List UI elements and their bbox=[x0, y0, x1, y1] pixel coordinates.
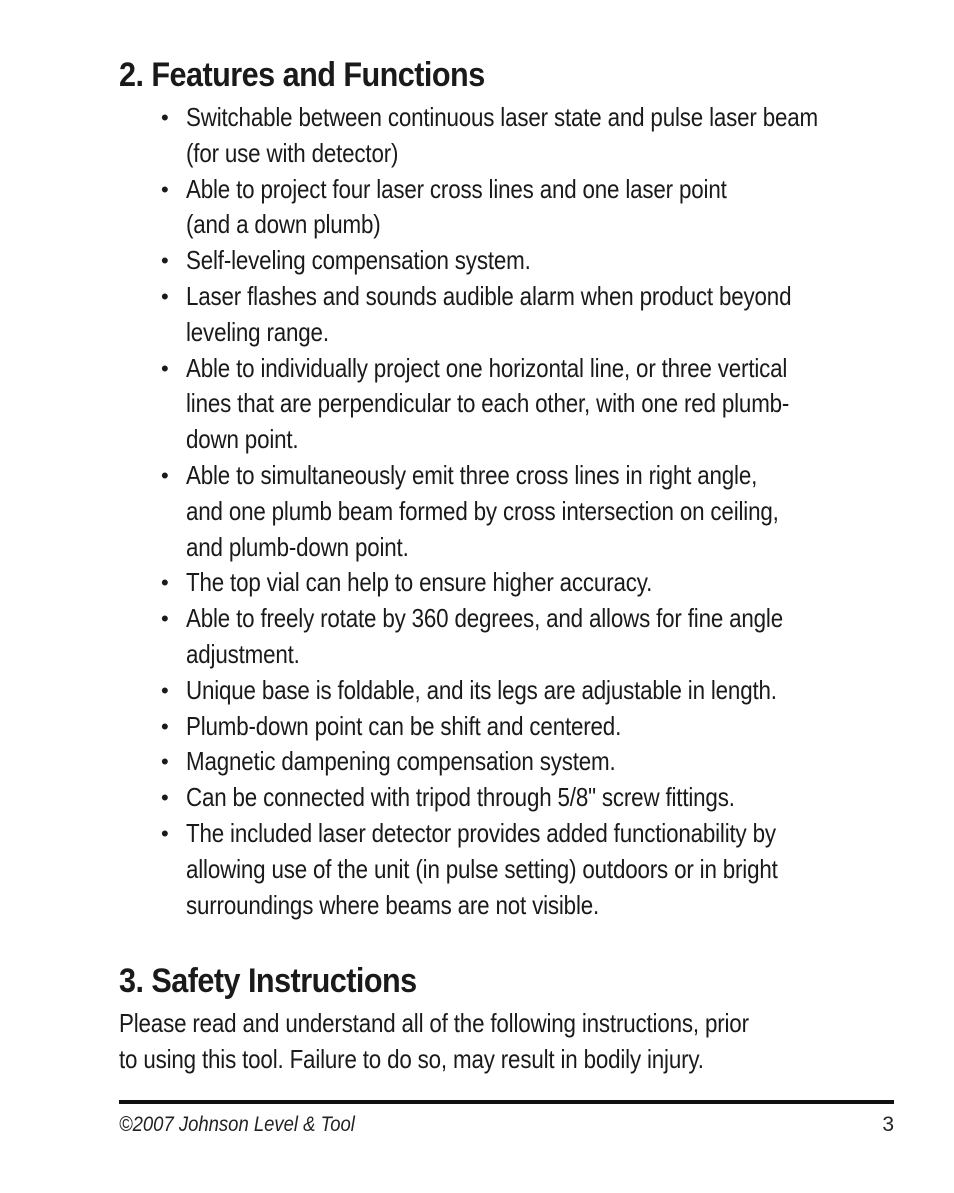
feature-list-item bbox=[161, 172, 921, 244]
bullet-icon: • bbox=[161, 749, 169, 775]
feature-text-line: Able to simultaneously emit three cross lines in right angle, bbox=[186, 459, 758, 490]
feature-text bbox=[186, 744, 919, 780]
safety-intro-line: Please read and understand all of the following instructions, prior bbox=[119, 1008, 749, 1038]
feature-list-item bbox=[161, 673, 921, 709]
bullet-icon: • bbox=[161, 713, 169, 739]
feature-list-item bbox=[161, 780, 921, 816]
bullet-icon: • bbox=[161, 176, 169, 202]
feature-text-line: (and a down plumb) bbox=[186, 209, 381, 240]
feature-text-line: Switchable between continuous laser state and pulse laser beam bbox=[186, 102, 818, 132]
bullet-icon: • bbox=[161, 248, 169, 274]
feature-text-line: Laser flashes and sounds audible alarm when product beyond bbox=[186, 280, 792, 311]
feature-text bbox=[186, 780, 919, 816]
bullet-icon: • bbox=[161, 105, 169, 130]
safety-intro-paragraph bbox=[119, 1006, 833, 1078]
feature-list-item bbox=[161, 601, 921, 673]
features-list bbox=[161, 100, 921, 923]
feature-text-line: Unique base is foldable, and its legs are adjustable in length. bbox=[186, 674, 777, 705]
feature-list-item bbox=[161, 744, 921, 780]
feature-text-line: Plumb-down point can be shift and centered. bbox=[186, 710, 622, 741]
feature-text bbox=[186, 601, 919, 673]
page-number: 3 bbox=[882, 1113, 894, 1136]
bullet-icon: • bbox=[161, 462, 169, 488]
footer-divider bbox=[119, 1100, 894, 1104]
bullet-icon: • bbox=[161, 785, 169, 811]
feature-text bbox=[186, 243, 919, 279]
feature-text bbox=[186, 816, 919, 923]
feature-text-line: Able to freely rotate by 360 degrees, and allows for fine angle bbox=[186, 603, 784, 634]
feature-text bbox=[186, 172, 919, 244]
feature-text bbox=[186, 673, 919, 709]
bullet-icon: • bbox=[161, 283, 169, 309]
feature-text bbox=[186, 279, 919, 351]
feature-text bbox=[186, 709, 919, 745]
feature-text-line: and one plumb beam formed by cross intersection on ceiling, bbox=[186, 495, 779, 526]
feature-text-line: surroundings where beams are not visible. bbox=[186, 889, 600, 920]
safety-heading: 3. Safety Instructions bbox=[119, 962, 417, 1000]
feature-list-item bbox=[161, 351, 921, 458]
feature-text-line: Able to project four laser cross lines and one laser point bbox=[186, 173, 727, 204]
feature-text-line: (for use with detector) bbox=[186, 137, 399, 168]
feature-text-line: lines that are perpendicular to each other, with one red plumb- bbox=[186, 388, 790, 419]
bullet-icon: • bbox=[161, 606, 169, 632]
feature-text-line: down point. bbox=[186, 424, 299, 455]
feature-text bbox=[186, 565, 919, 601]
feature-list-item bbox=[161, 279, 921, 351]
feature-list-item bbox=[161, 243, 921, 279]
bullet-icon: • bbox=[161, 570, 169, 596]
feature-text-line: The top vial can help to ensure higher accuracy. bbox=[186, 567, 653, 598]
feature-text-line: Magnetic dampening compensation system. bbox=[186, 746, 616, 777]
feature-text bbox=[186, 100, 919, 172]
feature-list-item bbox=[161, 458, 921, 565]
feature-text-line: leveling range. bbox=[186, 316, 329, 347]
features-heading: 2. Features and Functions bbox=[119, 56, 485, 94]
feature-text-line: Can be connected with tripod through 5/8" screw fittings. bbox=[186, 782, 735, 813]
footer-copyright: ©2007 Johnson Level & Tool bbox=[119, 1113, 355, 1136]
feature-list-item bbox=[161, 100, 921, 172]
feature-text bbox=[186, 351, 919, 458]
safety-intro-line: to using this tool. Failure to do so, may result in bodily injury. bbox=[119, 1043, 704, 1074]
bullet-icon: • bbox=[161, 355, 169, 381]
feature-text bbox=[186, 458, 919, 565]
bullet-icon: • bbox=[161, 820, 169, 846]
feature-text-line: adjustment. bbox=[186, 638, 300, 669]
feature-text-line: and plumb-down point. bbox=[186, 531, 409, 562]
feature-list-item bbox=[161, 565, 921, 601]
feature-list-item bbox=[161, 816, 921, 923]
feature-list-item bbox=[161, 709, 921, 745]
bullet-icon: • bbox=[161, 677, 169, 703]
feature-text-line: Able to individually project one horizontal line, or three vertical bbox=[186, 352, 788, 383]
feature-text-line: allowing use of the unit (in pulse setting) outdoors or in bright bbox=[186, 853, 778, 884]
feature-text-line: Self-leveling compensation system. bbox=[186, 245, 531, 276]
feature-text-line: The included laser detector provides added functionability by bbox=[186, 817, 776, 848]
